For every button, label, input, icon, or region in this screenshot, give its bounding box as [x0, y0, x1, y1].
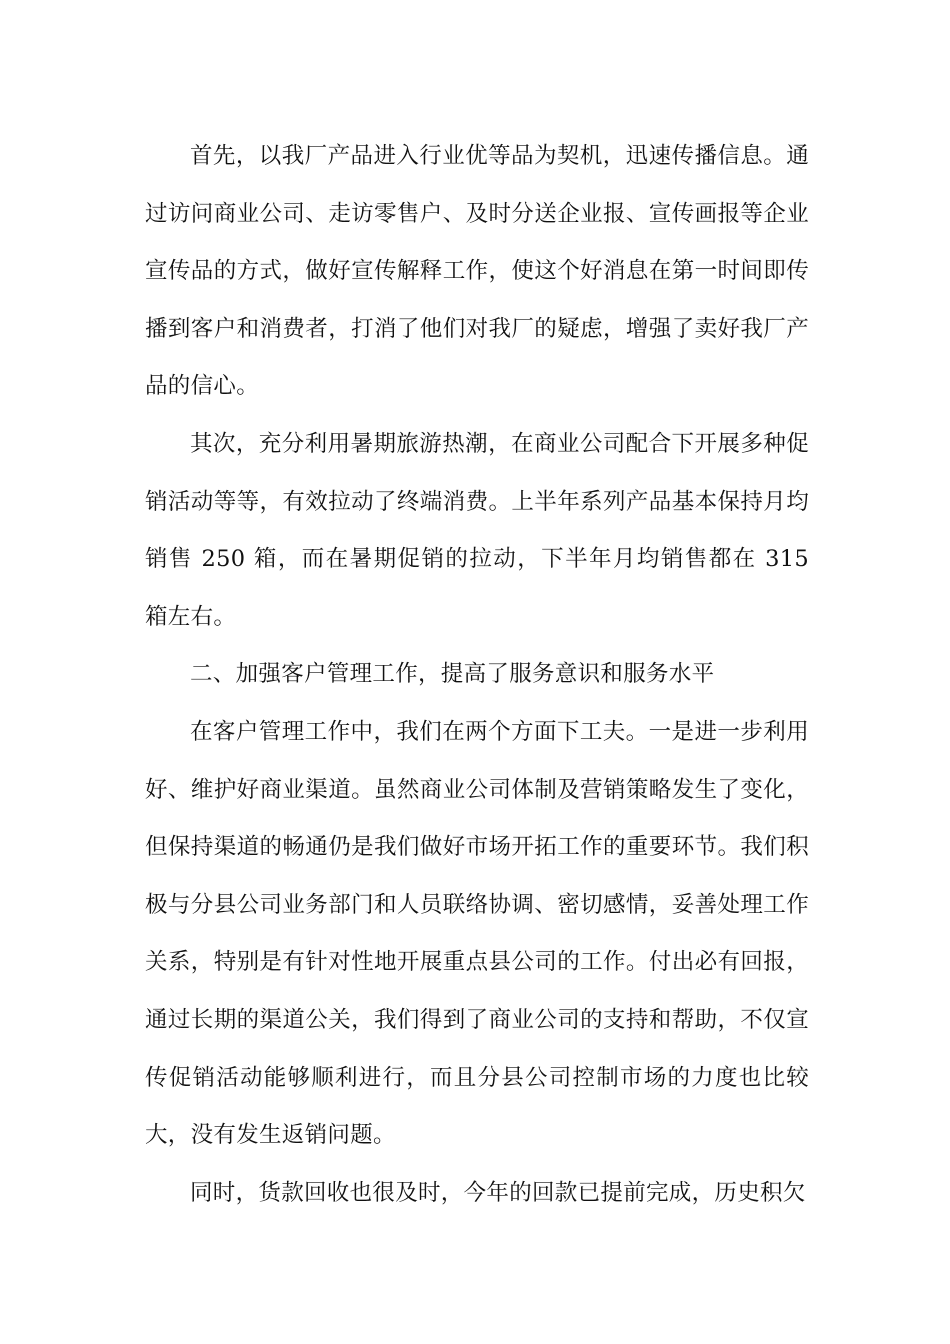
paragraph-payment-collection: 同时，货款回收也很及时，今年的回款已提前完成，历史积欠	[190, 1179, 806, 1206]
section-heading-customer-management: 二、加强客户管理工作，提高了服务意识和服务水平	[190, 661, 715, 688]
paragraph-promotion-second: 其次，充分利用暑期旅游热潮，在商业公司配合下开展多种促销活动等等，有效拉动了终端消费。上半年系列产品基本保持月均销售 250 箱，而在暑期促销的拉动，下半年月均销售都在 315 箱左右。	[145, 430, 809, 630]
document-body	[145, 128, 809, 1222]
paragraph-promotion-first: 首先，以我厂产品进入行业优等品为契机，迅速传播信息。通过访问商业公司、走访零售户、及时分送企业报、宣传画报等企业宣传品的方式，做好宣传解释工作，使这个好消息在第一时间即传播到客户和消费者，打消了他们对我厂的疑虑，增强了卖好我厂产品的信心。	[145, 143, 809, 400]
paragraph-customer-management: 在客户管理工作中，我们在两个方面下工夫。一是进一步利用好、维护好商业渠道。虽然商业公司体制及营销策略发生了变化，但保持渠道的畅通仍是我们做好市场开拓工作的重要环节。我们积极与分县公司业务部门和人员联络协调、密切感情，妥善处理工作关系，特别是有针对性地开展重点县公司的工作。付出必有回报，通过长期的渠道公关，我们得到了商业公司的支持和帮助，不仅宣传促销活动能够顺利进行，而且分县公司控制市场的力度也比较大，没有发生返销问题。	[145, 718, 809, 1149]
